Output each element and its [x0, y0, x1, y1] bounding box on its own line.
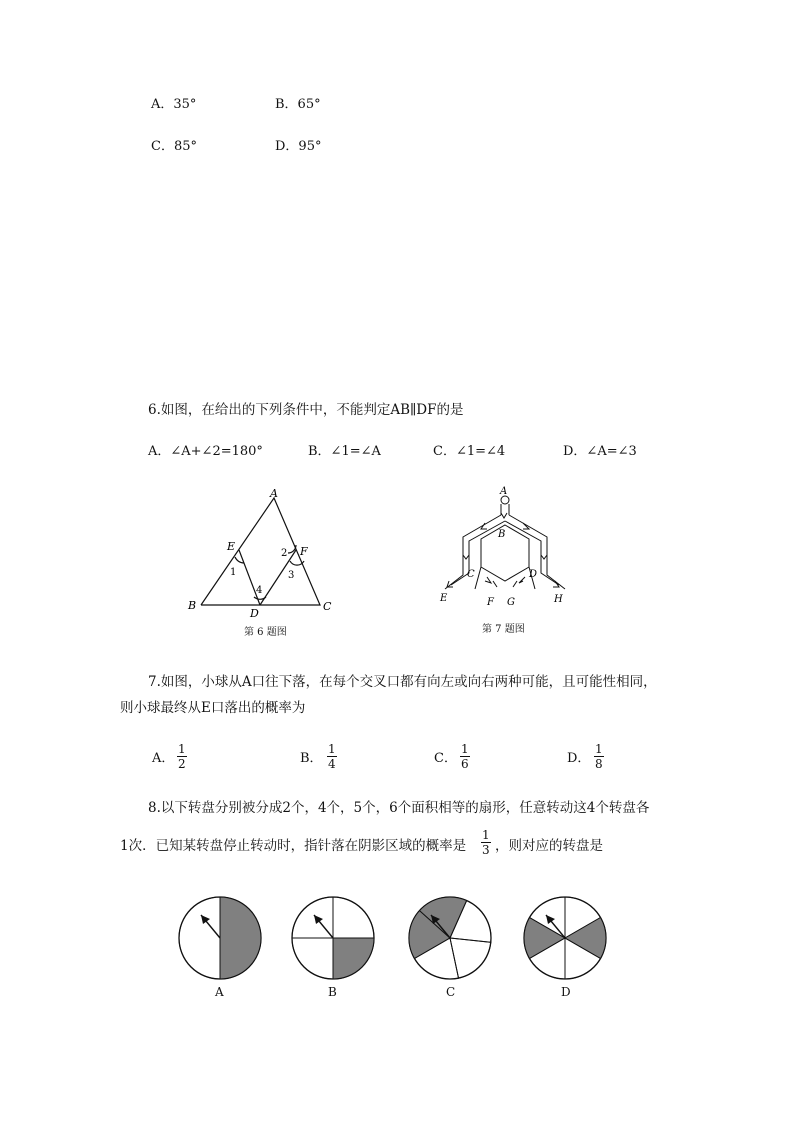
q5-option-b: B．65°: [275, 97, 321, 112]
q6-option-a: A．∠A+∠2=180°: [148, 444, 263, 459]
fig6-label-c: C: [323, 600, 332, 613]
spinner-c-label: C: [446, 985, 456, 999]
q5-option-c: C．85°: [151, 139, 197, 154]
q7-option-a-fraction: $\frac{1}{2}$: [178, 742, 186, 771]
q7-option-d-label: D．: [567, 751, 591, 766]
q8-stem-line2-post: ，则对应的转盘是: [495, 838, 603, 854]
q8-fraction: $\frac{1}{3}$: [482, 828, 490, 857]
q8-stem-line1: 8.以下转盘分别被分成2个，4个，5个，6个面积相等的扇形，任意转动这4个转盘各: [148, 800, 650, 816]
q7-option-c-label: C．: [434, 751, 457, 766]
fig6-label-b: B: [188, 599, 197, 612]
q6-stem: 6.如图，在给出的下列条件中，不能判定AB∥DF的是: [148, 402, 464, 418]
fig6-angle-3: 3: [288, 570, 295, 581]
spinner-a-label: A: [215, 985, 224, 999]
fig7-label-g: G: [507, 597, 515, 608]
spinner-b-label: B: [328, 985, 337, 999]
q8-stem-line2: [120, 828, 680, 864]
q8-stem-line2-pre: 1次．已知某转盘停止转动时，指针落在阴影区域的概率是: [120, 838, 467, 854]
q5-option-a: A．35°: [151, 97, 197, 112]
fig7-label-c: C: [467, 569, 475, 580]
fig6-label-f: F: [300, 545, 308, 558]
q6-option-d: D．∠A=∠3: [563, 444, 637, 459]
fig7-label-e: E: [440, 593, 448, 604]
fig6-angle-1: 1: [230, 567, 237, 578]
q7-option-c-fraction: $\frac{1}{6}$: [461, 742, 469, 771]
q7-figure: [435, 485, 575, 610]
spinner-d: [524, 897, 606, 979]
spinner-b: [292, 897, 374, 979]
fig6-label-a: A: [270, 487, 278, 500]
fig7-label-d: D: [529, 569, 538, 580]
q7-option-d-fraction: $\frac{1}{8}$: [595, 742, 603, 771]
q6-option-c: C．∠1=∠4: [433, 444, 506, 459]
q7-figure-caption: 第 7 题图: [482, 624, 525, 635]
fig6-angle-2: 2: [281, 548, 288, 559]
fig6-label-d: D: [250, 607, 259, 620]
q7-option-b-label: B．: [300, 751, 323, 766]
fig7-label-f: F: [487, 597, 494, 608]
spinner-c: [409, 897, 491, 979]
fig7-label-h: H: [554, 594, 563, 605]
q8-spinners: [170, 888, 620, 988]
fig7-label-a: A: [500, 486, 508, 497]
shaded-sector: [220, 897, 261, 979]
fig6-label-e: E: [227, 540, 236, 553]
q6-figure-caption: 第 6 题图: [244, 627, 287, 638]
q7-stem-line1: 7.如图，小球从A口往下落，在每个交叉口都有向左或向右两种可能，且可能性相同，: [148, 674, 657, 690]
fig7-label-b: B: [498, 529, 506, 540]
fig6-angle-4: 4: [256, 585, 263, 596]
q7-stem-line2: 则小球最终从E口落出的概率为: [120, 700, 306, 716]
q7-options: [152, 742, 672, 778]
shaded-sector: [333, 938, 374, 979]
q5-option-d: D．95°: [275, 139, 322, 154]
q7-option-a-label: A．: [152, 751, 175, 766]
spinner-a: [179, 897, 261, 979]
q6-option-b: B．∠1=∠A: [308, 444, 381, 459]
q6-figure: [180, 485, 350, 635]
q7-option-b-fraction: $\frac{1}{4}$: [328, 742, 336, 771]
spinner-d-label: D: [561, 985, 571, 999]
